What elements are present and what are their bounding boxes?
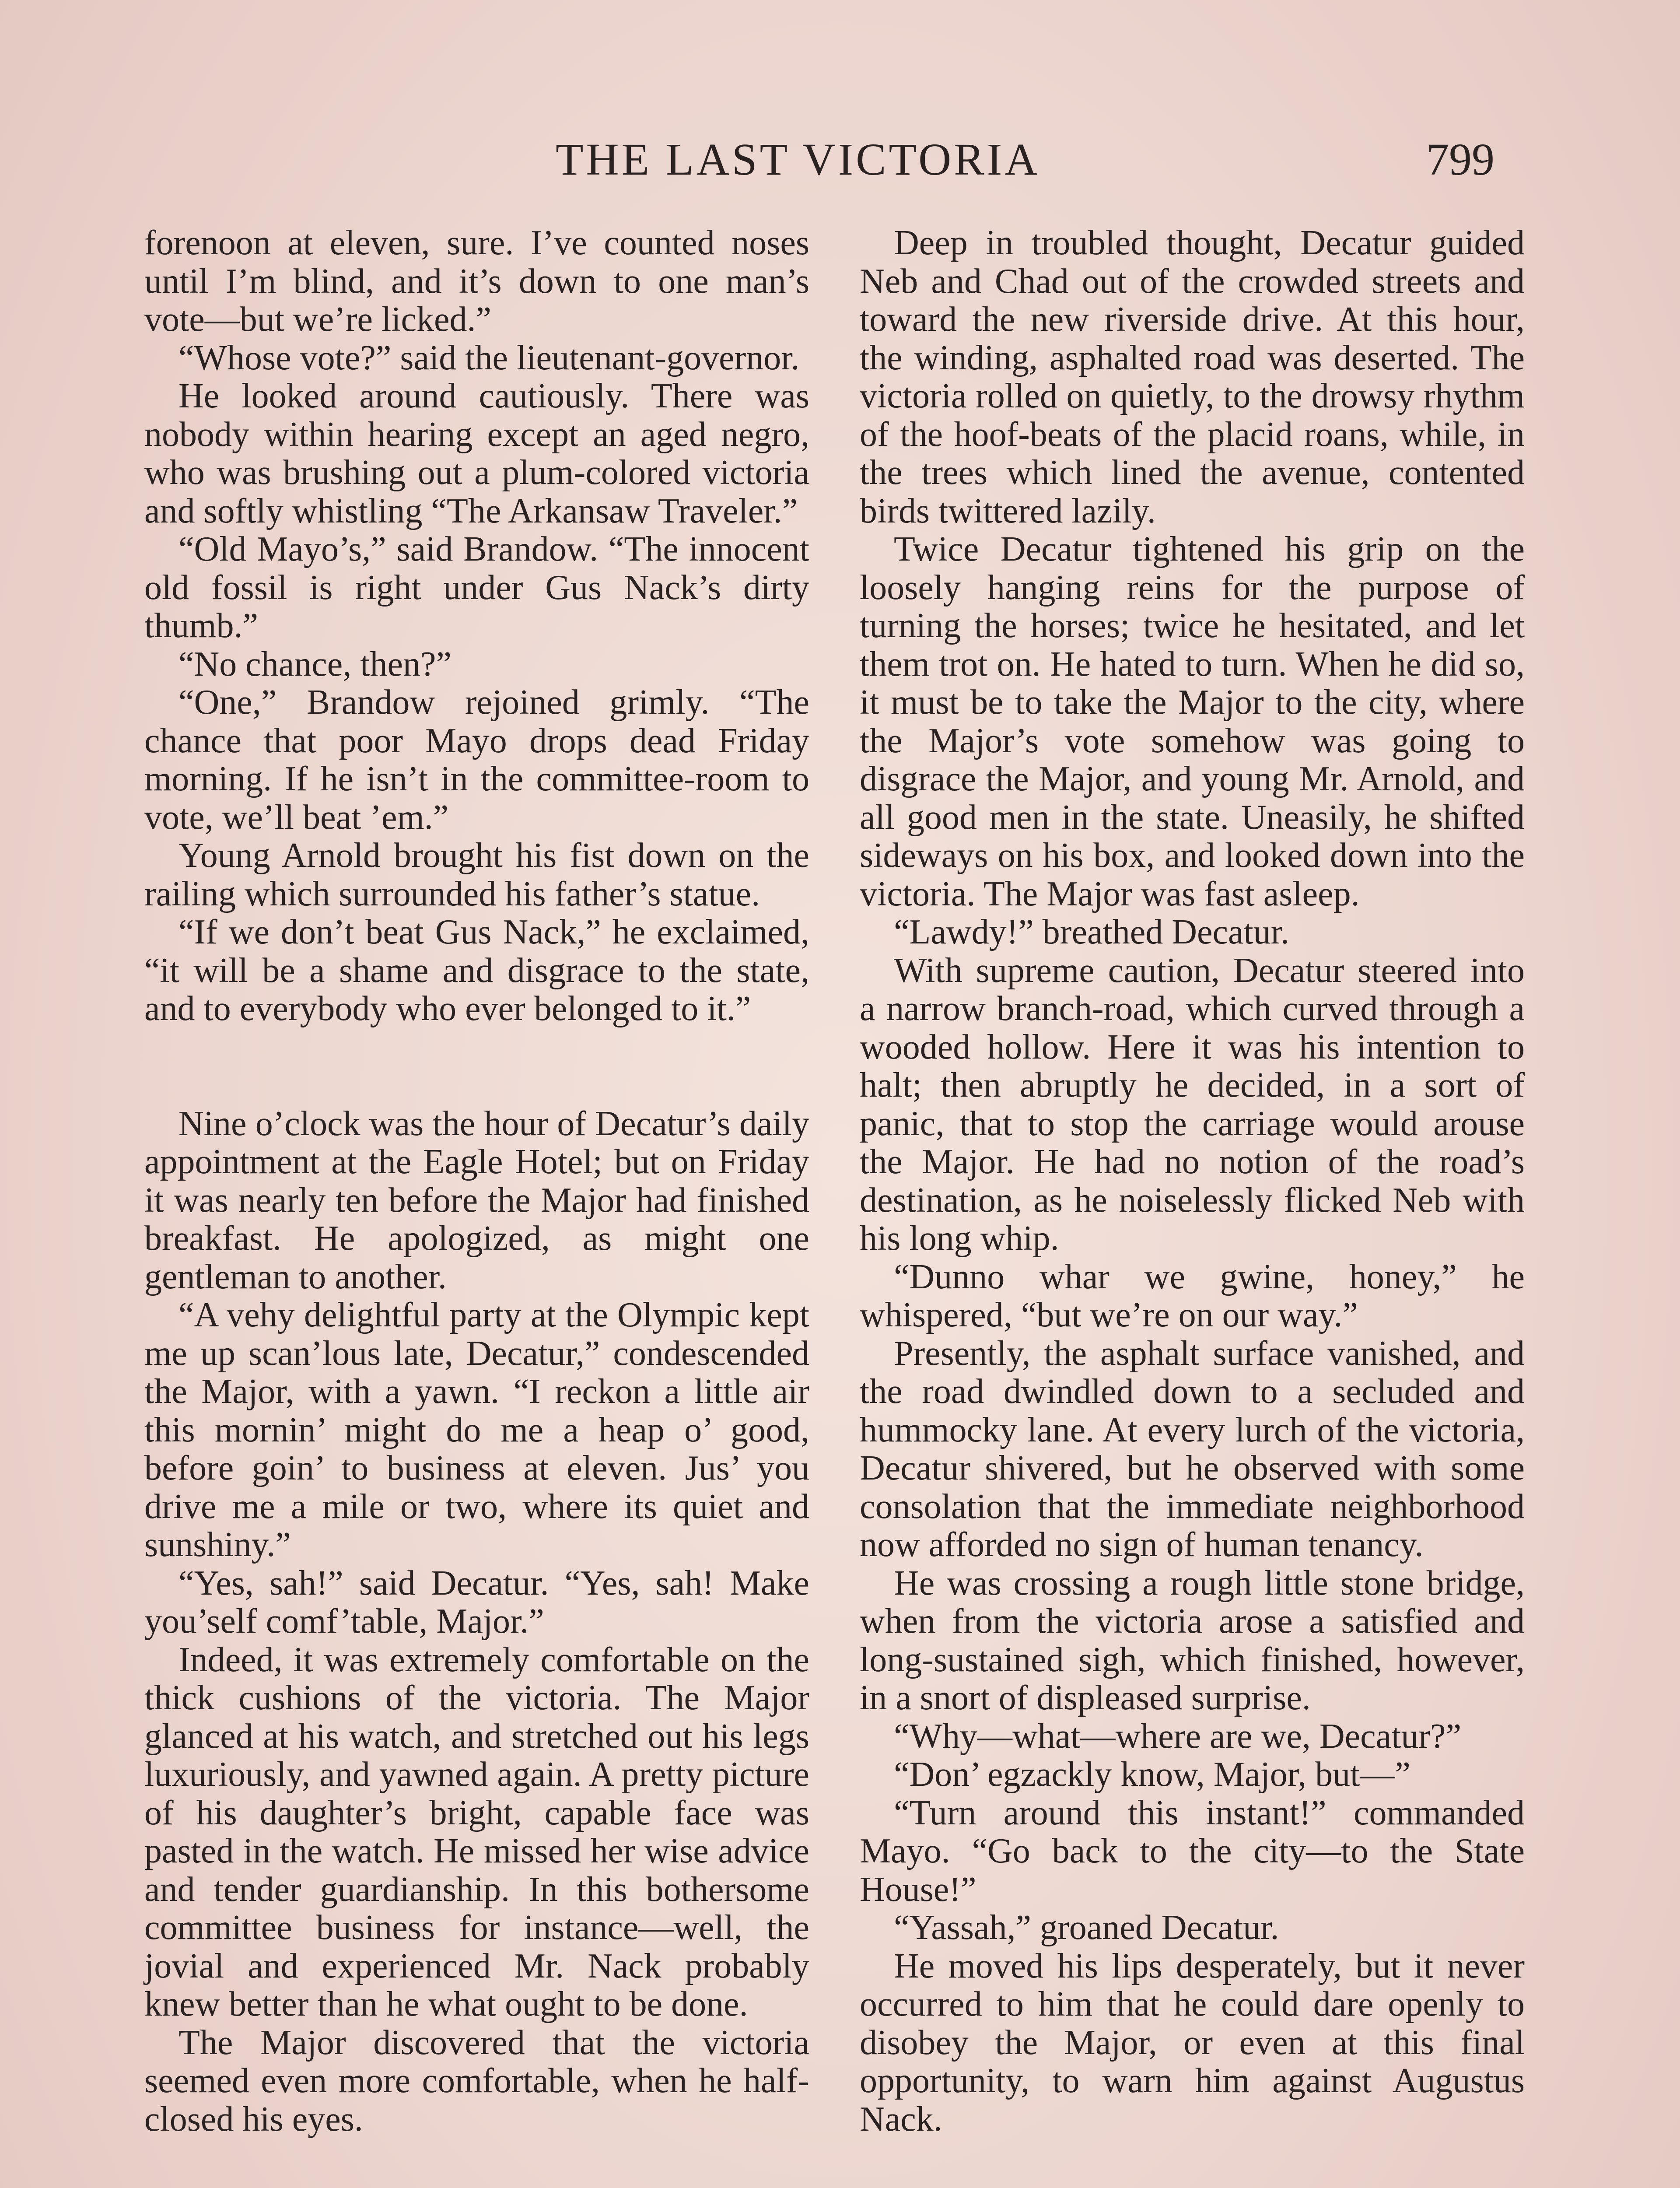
paragraph: “A vehy delightful party at the Olympic kept me up scan’lous late, Decatur,” condescended the Major, with a yawn. “I reckon a little air this mornin’ might do me a heap o’ good, before goin’ to business at eleven. Jus’ you drive me a mile or two, where its quiet and sunshiny.”	[144, 1296, 809, 1564]
paragraph: “One,” Brandow rejoined grimly. “The chance that poor Mayo drops dead Friday morning. If he isn’t in the committee-room to vote, we’ll beat ’em.”	[144, 683, 809, 837]
paragraph: “Lawdy!” breathed Decatur.	[894, 913, 1289, 951]
paragraph: Deep in troubled thought, Decatur guided Neb and Chad out of the crowded streets and toward the new riverside drive. At this hour, the winding, asphalted road was deserted. The victoria rolled on quietly, to the drowsy rhythm of the hoof-beats of the placid roans, while, in the trees which lined the avenue, contented birds twittered lazily.	[860, 224, 1525, 530]
paragraph: “Why—what—where are we, Decatur?”	[894, 1717, 1462, 1756]
paragraph: “Yes, sah!” said Decatur. “Yes, sah! Make you’self comf’table, Major.”	[144, 1564, 809, 1641]
left-column	[144, 224, 809, 2139]
paragraph: Nine o’clock was the hour of Decatur’s daily appointment at the Eagle Hotel; but on Friday it was nearly ten before the Major had finished breakfast. He apologized, as might one gentleman to another.	[144, 1104, 809, 1296]
paragraph: With supreme caution, Decatur steered into a narrow branch-road, which curved through a wooded hollow. Here it was his intention to halt; then abruptly he decided, in a sort of panic, that to stop the carriage would arouse the Major. He had no notion of the road’s destination, as he noiselessly flicked Neb with his long whip.	[860, 951, 1525, 1258]
right-column	[860, 224, 1525, 2139]
paragraph: “Turn around this instant!” commanded Mayo. “Go back to the city—to the State House!”	[860, 1793, 1525, 1909]
running-head	[0, 127, 1680, 193]
paragraph: He looked around cautiously. There was nobody within hearing except an aged negro, who was brushing out a plum-colored victoria and softly whistling “The Arkansaw Traveler.”	[144, 377, 809, 530]
paragraph: forenoon at eleven, sure. I’ve counted noses until I’m blind, and it’s down to one man’s vote—but we’re licked.”	[144, 224, 809, 339]
paragraph: Twice Decatur tightened his grip on the loosely hanging reins for the purpose of turning the horses; twice he hesitated, and let them trot on. He hated to turn. When he did so, it must be to take the Major to the city, where the Major’s vote somehow was going to disgrace the Major, and young Mr. Arnold, and all good men in the state. Uneasily, he shifted sideways on his box, and looked down into the victoria. The Major was fast asleep.	[860, 530, 1525, 913]
paragraph: The Major discovered that the victoria seemed even more comfortable, when he half-closed his eyes.	[144, 2023, 809, 2139]
paragraph: He was crossing a rough little stone bridge, when from the victoria arose a satisfied and long-sustained sigh, which finished, however, in a snort of displeased surprise.	[860, 1564, 1525, 1717]
paragraph: “Whose vote?” said the lieutenant-governor.	[178, 338, 800, 377]
running-title: THE LAST VICTORIA	[556, 134, 1040, 185]
paragraph: “Dunno whar we gwine, honey,” he whispered, “but we’re on our way.”	[860, 1257, 1525, 1334]
paragraph: Indeed, it was extremely comfortable on the thick cushions of the victoria. The Major glanced at his watch, and stretched out his legs luxuriously, and yawned again. A pretty picture of his daughter’s bright, capable face was pasted in the watch. He missed her wise advice and tender guardianship. In this bothersome committee business for instance—well, the jovial and experienced Mr. Nack probably knew better than he what ought to be done.	[144, 1640, 809, 2023]
paragraph: “Yassah,” groaned Decatur.	[894, 1908, 1279, 1947]
paragraph: He moved his lips desperately, but it never occurred to him that he could dare openly to disobey the Major, or even at this final opportunity, to warn him against Augustus Nack.	[860, 1946, 1525, 2139]
paragraph: “Old Mayo’s,” said Brandow. “The innocent old fossil is right under Gus Nack’s dirty thumb.”	[144, 530, 809, 645]
page-number: 799	[1426, 134, 1494, 185]
paragraph: Young Arnold brought his fist down on the railing which surrounded his father’s statue.	[144, 836, 809, 913]
paragraph: “If we don’t beat Gus Nack,” he exclaimed, “it will be a shame and disgrace to the state, and to everybody who ever belonged to it.”	[144, 913, 809, 1028]
paragraph: Presently, the asphalt surface vanished, and the road dwindled down to a secluded and hummocky lane. At every lurch of the victoria, Decatur shivered, but he observed with some consolation that the immediate neighborhood now afforded no sign of human tenancy.	[860, 1334, 1525, 1564]
paragraph: “No chance, then?”	[178, 645, 452, 684]
paragraph: “Don’ egzackly know, Major, but—”	[894, 1755, 1410, 1794]
